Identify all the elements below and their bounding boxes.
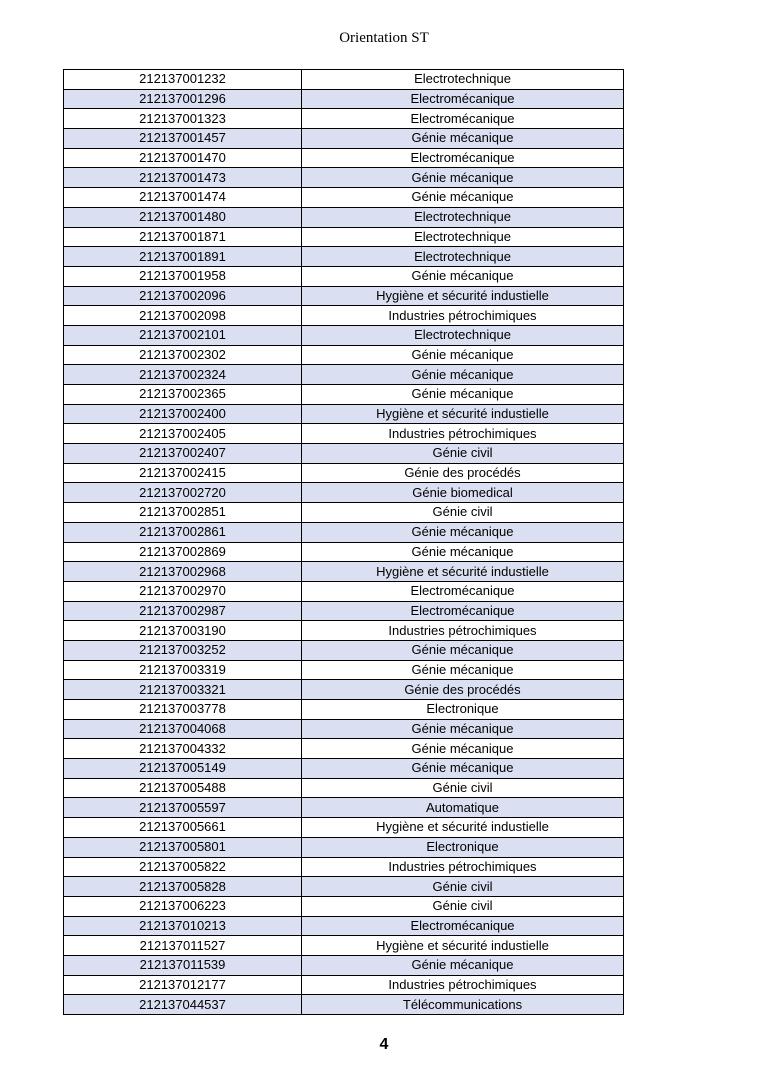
speciality-cell: Electromécanique bbox=[302, 916, 624, 936]
table-row bbox=[64, 70, 624, 90]
table-row bbox=[64, 601, 624, 621]
table-row bbox=[64, 581, 624, 601]
student-id-cell: 212137002720 bbox=[64, 483, 302, 503]
student-id-cell: 212137002407 bbox=[64, 444, 302, 464]
speciality-cell: Industries pétrochimiques bbox=[302, 621, 624, 641]
table-row bbox=[64, 286, 624, 306]
speciality-cell: Génie mécanique bbox=[302, 739, 624, 759]
table-row bbox=[64, 325, 624, 345]
table-row bbox=[64, 129, 624, 149]
speciality-cell: Télécommunications bbox=[302, 995, 624, 1015]
speciality-cell: Génie mécanique bbox=[302, 129, 624, 149]
speciality-cell: Génie des procédés bbox=[302, 463, 624, 483]
speciality-cell: Electronique bbox=[302, 837, 624, 857]
table-row bbox=[64, 759, 624, 779]
table-row bbox=[64, 818, 624, 838]
student-id-cell: 212137004332 bbox=[64, 739, 302, 759]
student-id-cell: 212137002869 bbox=[64, 542, 302, 562]
student-id-cell: 212137002096 bbox=[64, 286, 302, 306]
student-id-cell: 212137005828 bbox=[64, 877, 302, 897]
table-row bbox=[64, 365, 624, 385]
student-id-cell: 212137002101 bbox=[64, 325, 302, 345]
table-row bbox=[64, 778, 624, 798]
table-row bbox=[64, 503, 624, 523]
speciality-cell: Génie mécanique bbox=[302, 385, 624, 405]
student-id-cell: 212137002324 bbox=[64, 365, 302, 385]
table-row bbox=[64, 404, 624, 424]
speciality-cell: Automatique bbox=[302, 798, 624, 818]
speciality-cell: Hygiène et sécurité industielle bbox=[302, 818, 624, 838]
student-id-cell: 212137003319 bbox=[64, 660, 302, 680]
speciality-cell: Génie mécanique bbox=[302, 345, 624, 365]
table-row bbox=[64, 680, 624, 700]
speciality-cell: Industries pétrochimiques bbox=[302, 424, 624, 444]
student-id-cell: 212137004068 bbox=[64, 719, 302, 739]
student-id-cell: 212137011539 bbox=[64, 955, 302, 975]
speciality-cell: Industries pétrochimiques bbox=[302, 975, 624, 995]
student-id-cell: 212137006223 bbox=[64, 896, 302, 916]
student-id-cell: 212137003252 bbox=[64, 640, 302, 660]
speciality-cell: Génie civil bbox=[302, 503, 624, 523]
student-id-cell: 212137002415 bbox=[64, 463, 302, 483]
student-id-cell: 212137001891 bbox=[64, 247, 302, 267]
table-row bbox=[64, 955, 624, 975]
student-id-cell: 212137002968 bbox=[64, 562, 302, 582]
table-row bbox=[64, 857, 624, 877]
table-body bbox=[64, 70, 624, 1015]
table-row bbox=[64, 168, 624, 188]
table-row bbox=[64, 227, 624, 247]
table-row bbox=[64, 247, 624, 267]
speciality-cell: Hygiène et sécurité industielle bbox=[302, 404, 624, 424]
student-id-cell: 212137003321 bbox=[64, 680, 302, 700]
student-id-cell: 212137002365 bbox=[64, 385, 302, 405]
speciality-cell: Génie civil bbox=[302, 778, 624, 798]
table-row bbox=[64, 483, 624, 503]
student-id-cell: 212137002987 bbox=[64, 601, 302, 621]
table-row bbox=[64, 562, 624, 582]
speciality-cell: Hygiène et sécurité industielle bbox=[302, 562, 624, 582]
table-row bbox=[64, 385, 624, 405]
speciality-cell: Génie mécanique bbox=[302, 640, 624, 660]
student-id-cell: 212137001473 bbox=[64, 168, 302, 188]
table-row bbox=[64, 207, 624, 227]
speciality-cell: Génie biomedical bbox=[302, 483, 624, 503]
speciality-cell: Electrotechnique bbox=[302, 227, 624, 247]
speciality-cell: Hygiène et sécurité industielle bbox=[302, 286, 624, 306]
student-id-cell: 212137005488 bbox=[64, 778, 302, 798]
student-id-cell: 212137002400 bbox=[64, 404, 302, 424]
speciality-cell: Electromécanique bbox=[302, 581, 624, 601]
speciality-cell: Electronique bbox=[302, 700, 624, 720]
speciality-cell: Génie mécanique bbox=[302, 660, 624, 680]
speciality-cell: Electromécanique bbox=[302, 148, 624, 168]
speciality-cell: Génie civil bbox=[302, 877, 624, 897]
student-id-cell: 212137001470 bbox=[64, 148, 302, 168]
speciality-cell: Génie mécanique bbox=[302, 522, 624, 542]
table-row bbox=[64, 306, 624, 326]
student-id-cell: 212137002970 bbox=[64, 581, 302, 601]
table-row bbox=[64, 975, 624, 995]
speciality-cell: Génie civil bbox=[302, 896, 624, 916]
student-id-cell: 212137001323 bbox=[64, 109, 302, 129]
table-row bbox=[64, 916, 624, 936]
student-id-cell: 212137005597 bbox=[64, 798, 302, 818]
table-row bbox=[64, 798, 624, 818]
speciality-cell: Génie mécanique bbox=[302, 759, 624, 779]
student-id-cell: 212137002861 bbox=[64, 522, 302, 542]
speciality-cell: Electromécanique bbox=[302, 601, 624, 621]
table-row bbox=[64, 542, 624, 562]
speciality-cell: Génie mécanique bbox=[302, 365, 624, 385]
student-id-cell: 212137002851 bbox=[64, 503, 302, 523]
student-id-cell: 212137001474 bbox=[64, 188, 302, 208]
speciality-cell: Electrotechnique bbox=[302, 247, 624, 267]
speciality-cell: Electrotechnique bbox=[302, 70, 624, 90]
speciality-cell: Electrotechnique bbox=[302, 207, 624, 227]
table-row bbox=[64, 621, 624, 641]
orientation-table bbox=[63, 69, 624, 1015]
table-row bbox=[64, 522, 624, 542]
table-row bbox=[64, 424, 624, 444]
table-row bbox=[64, 719, 624, 739]
table-row bbox=[64, 109, 624, 129]
student-id-cell: 212137003778 bbox=[64, 700, 302, 720]
speciality-cell: Génie mécanique bbox=[302, 266, 624, 286]
speciality-cell: Génie mécanique bbox=[302, 719, 624, 739]
student-id-cell: 212137005661 bbox=[64, 818, 302, 838]
student-id-cell: 212137012177 bbox=[64, 975, 302, 995]
student-id-cell: 212137001232 bbox=[64, 70, 302, 90]
student-id-cell: 212137001958 bbox=[64, 266, 302, 286]
page-title: Orientation ST bbox=[339, 30, 429, 46]
student-id-cell: 212137011527 bbox=[64, 936, 302, 956]
table-row bbox=[64, 896, 624, 916]
speciality-cell: Génie mécanique bbox=[302, 542, 624, 562]
student-id-cell: 212137005801 bbox=[64, 837, 302, 857]
student-id-cell: 212137001296 bbox=[64, 89, 302, 109]
student-id-cell: 212137002098 bbox=[64, 306, 302, 326]
table-row bbox=[64, 463, 624, 483]
speciality-cell: Electrotechnique bbox=[302, 325, 624, 345]
student-id-cell: 212137002405 bbox=[64, 424, 302, 444]
student-id-cell: 212137001457 bbox=[64, 129, 302, 149]
table-row bbox=[64, 837, 624, 857]
student-id-cell: 212137002302 bbox=[64, 345, 302, 365]
table-row bbox=[64, 936, 624, 956]
student-id-cell: 212137005149 bbox=[64, 759, 302, 779]
student-id-cell: 212137005822 bbox=[64, 857, 302, 877]
speciality-cell: Electromécanique bbox=[302, 89, 624, 109]
speciality-cell: Industries pétrochimiques bbox=[302, 306, 624, 326]
table-row bbox=[64, 345, 624, 365]
speciality-cell: Industries pétrochimiques bbox=[302, 857, 624, 877]
speciality-cell: Génie mécanique bbox=[302, 955, 624, 975]
table-row bbox=[64, 995, 624, 1015]
table-row bbox=[64, 739, 624, 759]
speciality-cell: Génie des procédés bbox=[302, 680, 624, 700]
student-id-cell: 212137001480 bbox=[64, 207, 302, 227]
table-row bbox=[64, 640, 624, 660]
table-row bbox=[64, 877, 624, 897]
page-number: 4 bbox=[379, 1036, 389, 1053]
table-row bbox=[64, 148, 624, 168]
table-row bbox=[64, 444, 624, 464]
speciality-cell: Hygiène et sécurité industielle bbox=[302, 936, 624, 956]
table-row bbox=[64, 188, 624, 208]
speciality-cell: Electromécanique bbox=[302, 109, 624, 129]
speciality-cell: Génie mécanique bbox=[302, 168, 624, 188]
table-row bbox=[64, 700, 624, 720]
table-row bbox=[64, 89, 624, 109]
student-id-cell: 212137003190 bbox=[64, 621, 302, 641]
student-id-cell: 212137001871 bbox=[64, 227, 302, 247]
student-id-cell: 212137044537 bbox=[64, 995, 302, 1015]
table-row bbox=[64, 660, 624, 680]
student-id-cell: 212137010213 bbox=[64, 916, 302, 936]
speciality-cell: Génie mécanique bbox=[302, 188, 624, 208]
speciality-cell: Génie civil bbox=[302, 444, 624, 464]
table-row bbox=[64, 266, 624, 286]
